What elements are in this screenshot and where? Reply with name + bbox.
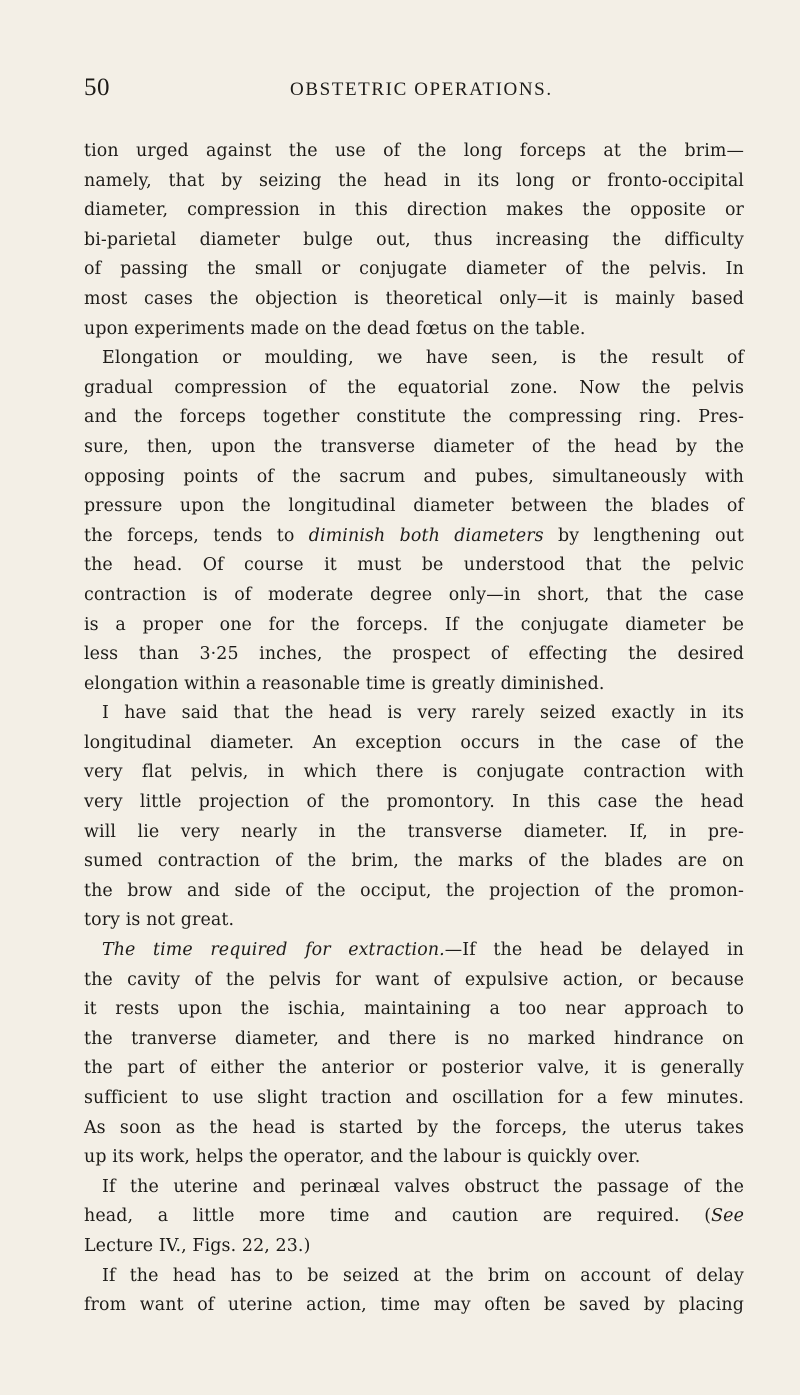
text-line: from want of uterine action, time may often be saved by placing [84, 1295, 744, 1316]
text-line: If the head has to be seized at the brim on account of delay [102, 1265, 744, 1286]
text-line: If the uterine and perinæal valves obstruct the passage of the [102, 1176, 744, 1197]
text-line: I have said that the head is very rarely seized exactly in its [102, 703, 744, 724]
text-line: pressure upon the longitudinal diameter between the blades of [84, 496, 744, 517]
text-line-mixed [84, 522, 744, 552]
text-line: the part of either the anterior or posterior valve, it is generally [84, 1058, 744, 1079]
text-line: the head. Of course it must be understood that the pelvic [84, 555, 744, 576]
text-line-mixed [84, 1202, 744, 1232]
running-title: OBSTETRIC OPERATIONS. [290, 79, 553, 100]
text-line: diameter, compression in this direction makes the opposite or [84, 200, 744, 221]
text-line: opposing points of the sacrum and pubes, simultaneously with [84, 466, 744, 487]
text-line: the cavity of the pelvis for want of expulsive action, or because [84, 969, 744, 990]
text-segment: head, a little more time and caution are required. ( [84, 1206, 712, 1227]
text-line: most cases the objection is theoretical only—it is mainly based [84, 288, 744, 309]
text-line: sufficient to use slight traction and oscillation for a few minutes. [84, 1088, 744, 1108]
text-line: and the forceps together constitute the compressing ring. Pres- [84, 407, 744, 428]
text-line: elongation within a reasonable time is greatly diminished. [84, 673, 605, 694]
text-line: sure, then, upon the transverse diameter of the head by the [84, 436, 744, 457]
page-header [84, 74, 744, 114]
text-line: Lecture IV., Figs. 22, 23.) [84, 1235, 311, 1256]
text-line: Elongation or moulding, we have seen, is the result of [102, 348, 744, 369]
text-line: gradual compression of the equatorial zone. Now the pelvis [84, 377, 744, 398]
text-line: it rests upon the ischia, maintaining a too near approach to [84, 999, 744, 1020]
text-line: bi-parietal diameter bulge out, thus increasing the difficulty [84, 229, 744, 250]
text-segment: the forceps, tends to [84, 525, 309, 546]
text-line: less than 3·25 inches, the prospect of effecting the desired [84, 644, 744, 665]
text-line: namely, that by seizing the head in its long or fronto-occipital [84, 170, 744, 191]
text-segment: —If the head be delayed in [444, 940, 744, 961]
text-line: the tranverse diameter, and there is no marked hindrance on [84, 1028, 744, 1049]
text-line: up its work, helps the operator, and the labour is quickly over. [84, 1147, 641, 1168]
text-line: will lie very nearly in the transverse diameter. If, in pre- [84, 821, 744, 842]
text-line: tion urged against the use of the long forceps at the brim— [84, 141, 744, 161]
text-line-mixed [84, 936, 744, 966]
text-line: tory is not great. [84, 910, 235, 931]
text-line: longitudinal diameter. An exception occurs in the case of the [84, 732, 744, 753]
text-line: As soon as the head is started by the forceps, the uterus takes [84, 1117, 744, 1138]
italic-phrase: diminish both diameters [308, 525, 544, 546]
text-line: contraction is of moderate degree only—in short, that the case [84, 584, 744, 605]
text-segment: by lengthening out [543, 525, 744, 546]
text-line: very flat pelvis, in which there is conjugate contraction with [84, 762, 744, 783]
body-text [84, 137, 744, 1321]
italic-see: See [711, 1206, 744, 1227]
text-line: sumed contraction of the brim, the marks of the blades are on [84, 851, 744, 872]
section-heading: The time required for extraction. [102, 940, 445, 961]
text-line: is a proper one for the forceps. If the conjugate diameter be [84, 614, 744, 635]
text-line: very little projection of the promontory. In this case the head [84, 792, 744, 813]
text-line: of passing the small or conjugate diameter of the pelvis. In [84, 259, 744, 280]
text-line: the brow and side of the occiput, the projection of the promon- [84, 880, 744, 901]
page-number: 50 [84, 74, 110, 101]
text-line: upon experiments made on the dead fœtus on the table. [84, 318, 586, 339]
